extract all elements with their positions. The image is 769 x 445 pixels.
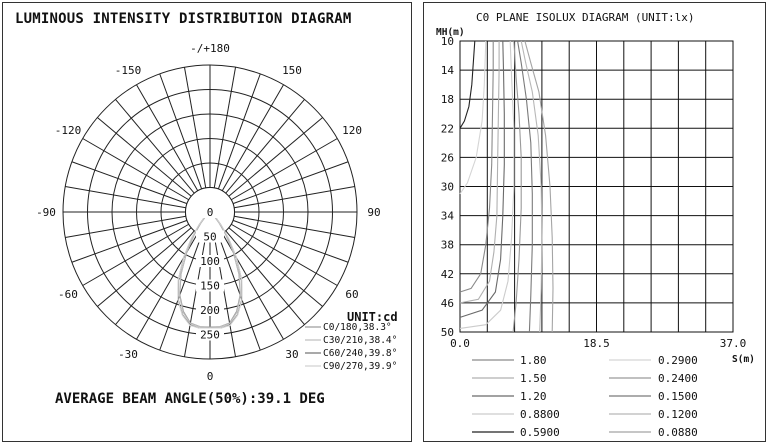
isolux-legend-label: 1.50 [520, 372, 547, 385]
isolux-x-tick: 0.0 [450, 337, 470, 350]
isolux-y-tick: 46 [440, 296, 454, 310]
polar-angle-label: 60 [345, 288, 359, 301]
polar-angle-label: 150 [282, 63, 302, 77]
isolux-title: C0 PLANE ISOLUX DIAGRAM (UNIT:lx) [476, 11, 695, 24]
polar-legend-label: C90/270,39.9° [323, 361, 398, 372]
isolux-x-tick: 18.5 [583, 337, 610, 350]
polar-spoke [229, 228, 323, 307]
polar-legend-label: C0/180,38.3° [323, 322, 392, 333]
isolux-y-tick: 18 [440, 93, 454, 107]
polar-footer: AVERAGE BEAM ANGLE(50%):39.1 DEG [55, 391, 325, 407]
polar-radial-label: 100 [200, 255, 220, 268]
polar-angle-label: 0 [206, 370, 214, 383]
isolux-legend-label: 0.8800 [520, 408, 560, 421]
polar-legend-label: C60/240,39.8° [323, 348, 398, 359]
polar-spoke [97, 228, 191, 307]
polar-angle-label: -30 [118, 348, 138, 362]
polar-radial-label: 200 [200, 304, 220, 317]
isolux-x-tick: 37.0 [719, 337, 747, 350]
polar-radial-label: 250 [200, 328, 220, 342]
polar-angle-label: -60 [58, 288, 78, 301]
isolux-legend-label: 0.1500 [658, 390, 698, 403]
isolux-panel [423, 2, 766, 442]
polar-angle-label: -90 [36, 206, 56, 219]
isolux-y-axis-label: MH(m) [436, 27, 465, 38]
polar-radial-label: 150 [200, 279, 220, 293]
polar-angle-label: 90 [367, 206, 381, 219]
polar-radial-label: 0 [206, 206, 214, 219]
polar-angle-label: 30 [285, 348, 299, 362]
polar-spoke [97, 118, 191, 197]
polar-angle-label: -150 [114, 63, 142, 77]
isolux-legend-label: 0.0880 [658, 426, 698, 439]
isolux-y-tick: 22 [440, 122, 454, 136]
polar-unit-label: UNIT:cd [347, 310, 398, 324]
polar-chart [3, 3, 413, 443]
isolux-x-axis-label: S(m) [732, 354, 755, 365]
isolux-legend-label: 0.2400 [658, 372, 698, 385]
isolux-legend-label: 1.80 [520, 354, 547, 367]
isolux-legend-label: 1.20 [520, 390, 547, 403]
polar-radial-label: 50 [203, 230, 217, 244]
isolux-legend-label: 0.5900 [520, 426, 560, 439]
polar-legend-label: C30/210,38.4° [323, 335, 398, 346]
isolux-y-tick: 50 [440, 326, 454, 339]
isolux-y-tick: 10 [440, 35, 454, 48]
isolux-y-tick: 30 [440, 180, 454, 194]
isolux-y-tick: 42 [440, 267, 454, 281]
polar-title: LUMINOUS INTENSITY DISTRIBUTION DIAGRAM [15, 11, 352, 27]
polar-spoke [116, 99, 195, 193]
isolux-y-tick: 34 [440, 209, 454, 223]
isolux-y-tick: 38 [440, 238, 454, 252]
polar-angle-label: 120 [342, 124, 362, 137]
polar-angle-label: -/+180 [190, 42, 230, 55]
isolux-y-tick: 14 [440, 64, 454, 78]
isolux-legend-label: 0.1200 [658, 408, 698, 421]
polar-spoke [226, 99, 305, 193]
isolux-y-tick: 26 [440, 151, 454, 165]
polar-angle-label: -120 [54, 124, 82, 137]
polar-panel [2, 2, 412, 442]
polar-spoke [229, 118, 323, 197]
isolux-chart [424, 3, 767, 443]
isolux-legend-label: 0.2900 [658, 354, 698, 367]
